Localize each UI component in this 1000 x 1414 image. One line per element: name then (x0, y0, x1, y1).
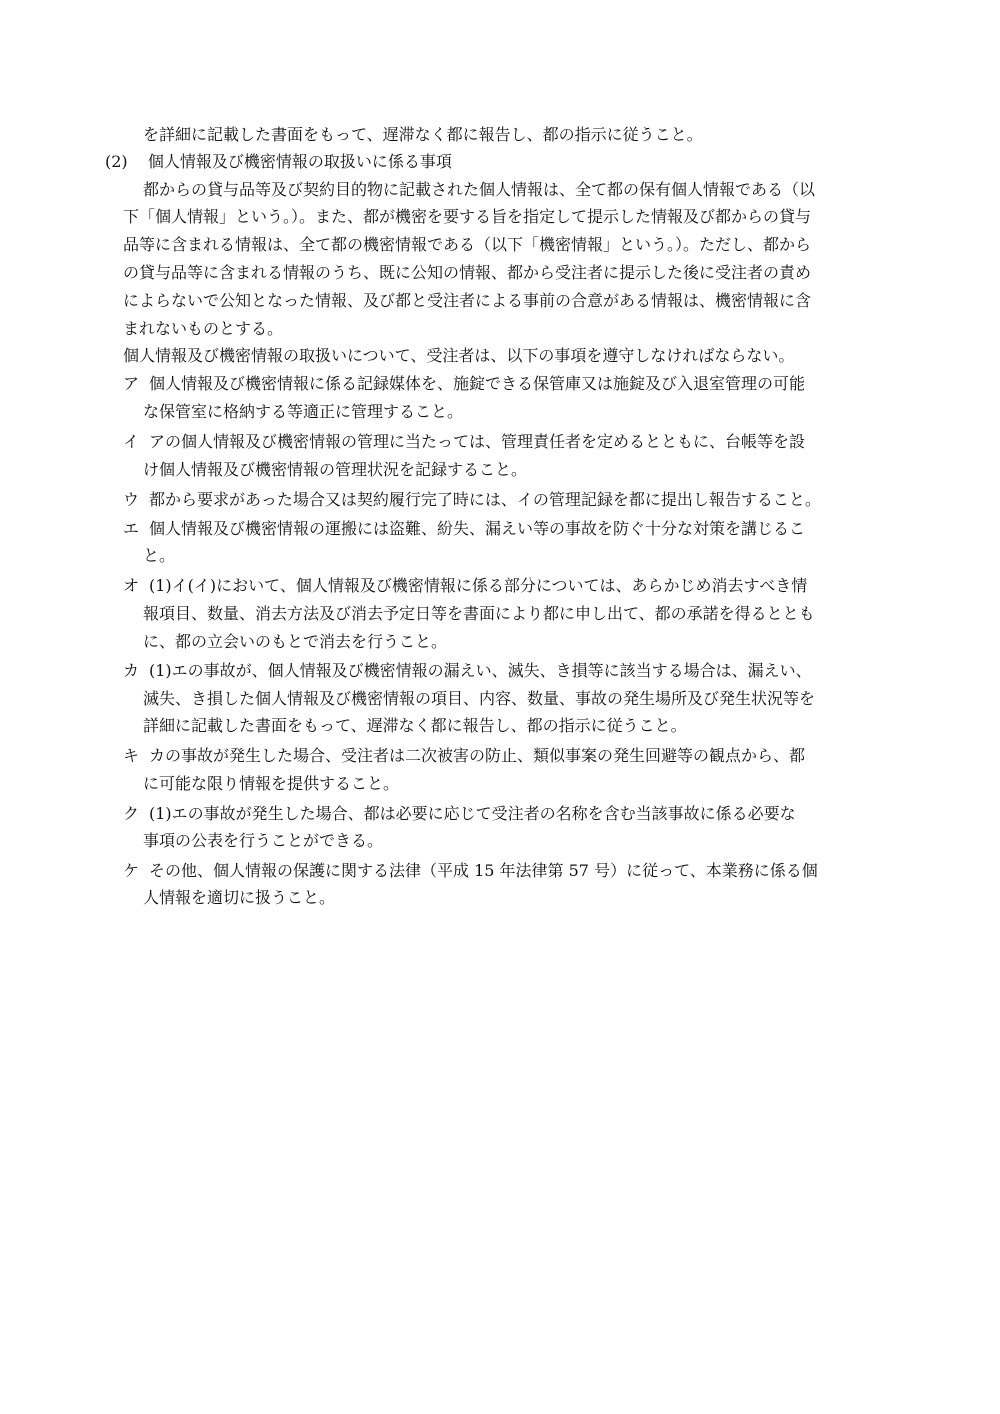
item-text: 個人情報及び機密情報に係る記録媒体を、施錠できる保管庫又は施錠及び入退室管理の可能 (149, 374, 806, 393)
item-text: アの個人情報及び機密情報の管理に当たっては、管理責任者を定めるとともに、台帳等を設 (149, 432, 806, 451)
item-text: 事項の公表を行うことができる。 (143, 831, 384, 850)
item-mark: ケ (123, 861, 140, 880)
item-text: (1)エの事故が発生した場合、都は必要に応じて受注者の名称を含む当該事故に係る必要な (149, 804, 796, 823)
item-text: カの事故が発生した場合、受注者は二次被害の防止、類似事案の発生回避等の観点から、都 (149, 746, 806, 765)
section-number: (2) (105, 152, 128, 171)
item-text: け個人情報及び機密情報の管理状況を記録すること。 (143, 460, 528, 479)
item-text: (1)エの事故が、個人情報及び機密情報の漏えい、滅失、き損等に該当する場合は、漏えい、 (149, 661, 812, 680)
item-text: 都から要求があった場合又は契約履行完了時には、イの管理記録を都に提出し報告すること。 (149, 490, 821, 509)
list-item (123, 428, 805, 455)
paragraph-line: 品等に含まれる情報は、全て都の機密情報である（以下「機密情報」という。）。ただし、都から (123, 235, 812, 254)
list-item (123, 657, 812, 684)
list-item (123, 572, 807, 599)
item-text: その他、個人情報の保護に関する法律（平成 15 年法律第 57 号）に従って、本業務に係る個 (149, 861, 818, 880)
paragraph-line: によらないで公知となった情報、及び都と受注者による事前の合意がある情報は、機密情報に含 (123, 291, 812, 310)
list-item (123, 857, 818, 884)
item-mark: イ (123, 432, 140, 451)
item-mark: ク (123, 804, 140, 823)
paragraph-line: 個人情報及び機密情報の取扱いについて、受注者は、以下の事項を遵守しなければならない。 (123, 346, 795, 365)
item-text: な保管室に格納する等適正に管理すること。 (143, 402, 464, 421)
section-title: 個人情報及び機密情報の取扱いに係る事項 (147, 152, 452, 171)
paragraph-line: まれないものとする。 (123, 319, 284, 338)
item-text: 滅失、き損した個人情報及び機密情報の項目、内容、数量、事故の発生場所及び発生状況等を (143, 689, 816, 708)
item-text: 人情報を適切に扱うこと。 (143, 888, 336, 907)
item-text: (1)イ(イ)において、個人情報及び機密情報に係る部分については、あらかじめ消去すべき情 (149, 576, 808, 595)
item-mark: オ (123, 576, 140, 595)
section-heading (105, 148, 452, 175)
item-text: 個人情報及び機密情報の運搬には盗難、紛失、漏えい等の事故を防ぐ十分な対策を講じるこ (149, 519, 806, 538)
paragraph-line: 都からの貸与品等及び契約目的物に記載された個人情報は、全て都の保有個人情報である（以 (143, 180, 816, 199)
item-mark: エ (123, 519, 140, 538)
item-text: に、都の立会いのもとで消去を行うこと。 (143, 632, 448, 651)
list-item (123, 515, 805, 542)
continuation-line: を詳細に記載した書面をもって、遅滞なく都に報告し、都の指示に従うこと。 (143, 125, 703, 144)
item-mark: キ (123, 746, 140, 765)
list-item (123, 370, 805, 397)
paragraph-line: 下「個人情報」という。）。また、都が機密を要する旨を指定して提示した情報及び都からの貸与 (123, 207, 812, 226)
item-mark: カ (123, 661, 140, 680)
item-text: に可能な限り情報を提供すること。 (143, 774, 400, 793)
item-mark: ア (123, 374, 140, 393)
list-item (123, 742, 805, 769)
item-text: 詳細に記載した書面をもって、遅滞なく都に報告し、都の指示に従うこと。 (143, 716, 687, 735)
item-mark: ウ (123, 490, 140, 509)
item-text: と。 (143, 546, 176, 565)
item-text: 報項目、数量、消去方法及び消去予定日等を書面により都に申し出て、都の承諾を得るととも (143, 604, 815, 623)
list-item (123, 486, 821, 513)
paragraph-line: の貸与品等に含まれる情報のうち、既に公知の情報、都から受注者に提示した後に受注者の責め (123, 263, 812, 282)
list-item (123, 800, 796, 827)
